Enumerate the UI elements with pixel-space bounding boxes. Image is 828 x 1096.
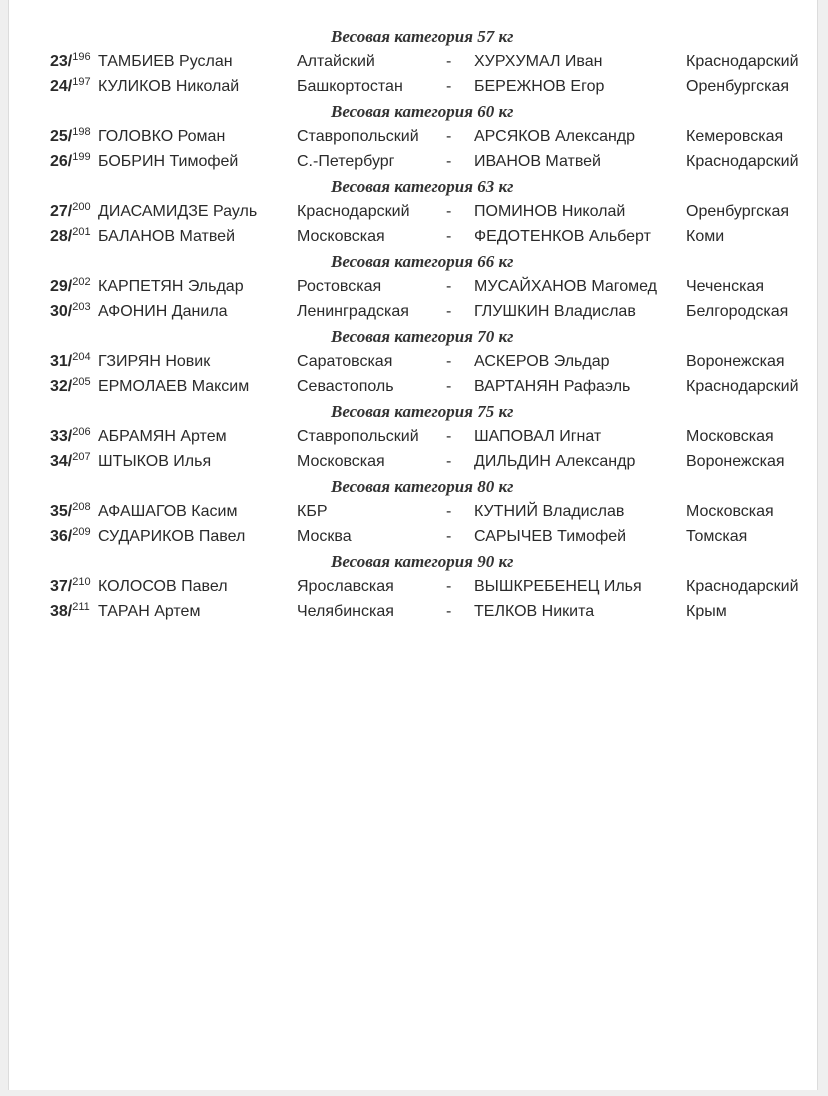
bout-number-superscript: 200	[72, 201, 91, 213]
bout-number	[50, 452, 91, 472]
bout-number-superscript: 208	[72, 501, 91, 513]
athlete-1-region: Ставропольский	[297, 428, 419, 445]
athlete-1-name: ТАРАН Артем	[98, 603, 201, 620]
athlete-2-region: Оренбургская	[686, 203, 790, 220]
pairing-row	[0, 224, 828, 249]
bout-number-superscript: 199	[72, 151, 91, 163]
athlete-1-name: КУЛИКОВ Николай	[98, 78, 240, 95]
athlete-2-name: МУСАЙХАНОВ Магомед	[474, 278, 657, 295]
athlete-1-region: Московская	[297, 228, 385, 245]
bout-number-main: 31/	[50, 353, 73, 370]
weight-category-section	[0, 324, 828, 399]
bout-number-superscript: 211	[72, 601, 90, 613]
athlete-1-name: ДИАСАМИДЗЕ Рауль	[98, 203, 258, 220]
bout-number-superscript: 210	[72, 576, 91, 588]
bout-number	[50, 277, 91, 297]
weight-category-heading: Весовая категория 90 кг	[331, 552, 514, 571]
athlete-1-region: Башкортостан	[297, 78, 403, 95]
bout-number-main: 29/	[50, 278, 73, 295]
athlete-1-name: КОЛОСОВ Павел	[98, 578, 228, 595]
pairing-row	[0, 524, 828, 549]
athlete-2-region: Краснодарский	[686, 378, 799, 395]
bout-number-main: 37/	[50, 578, 73, 595]
versus-separator: -	[446, 578, 452, 595]
athlete-1-name: БАЛАНОВ Матвей	[98, 228, 235, 245]
bout-number-main: 28/	[50, 228, 73, 245]
athlete-2-name: БЕРЕЖНОВ Егор	[474, 78, 605, 95]
weight-category-section	[0, 249, 828, 324]
athlete-1-region: Москва	[297, 528, 352, 545]
athlete-2-name: ВЫШКРЕБЕНЕЦ Илья	[474, 578, 642, 595]
weight-category-heading: Весовая категория 75 кг	[331, 402, 514, 421]
bout-number-main: 33/	[50, 428, 73, 445]
bout-number-superscript: 202	[72, 276, 91, 288]
athlete-2-region: Краснодарский	[686, 578, 799, 595]
bout-number-main: 26/	[50, 153, 73, 170]
bout-number	[50, 352, 91, 372]
pairing-row	[0, 274, 828, 299]
bout-number-main: 34/	[50, 453, 73, 470]
athlete-2-region: Воронежская	[686, 353, 785, 370]
athlete-2-name: АРСЯКОВ Александр	[474, 128, 636, 145]
versus-separator: -	[446, 353, 452, 370]
weight-category-heading: Весовая категория 70 кг	[331, 327, 514, 346]
versus-separator: -	[446, 528, 452, 545]
bout-number	[50, 52, 91, 72]
versus-separator: -	[446, 78, 452, 95]
weight-category-section	[0, 174, 828, 249]
bout-number-main: 35/	[50, 503, 73, 520]
athlete-2-region: Краснодарский	[686, 153, 799, 170]
versus-separator: -	[446, 228, 452, 245]
versus-separator: -	[446, 278, 452, 295]
athlete-2-region: Крым	[686, 603, 727, 620]
bout-number-main: 27/	[50, 203, 73, 220]
athlete-1-name: АФОНИН Данила	[98, 303, 228, 320]
athlete-1-name: АФАШАГОВ Касим	[98, 503, 238, 520]
athlete-1-name: КАРПЕТЯН Эльдар	[98, 278, 244, 295]
athlete-1-region: Ставропольский	[297, 128, 419, 145]
pairing-row	[0, 499, 828, 524]
athlete-2-region: Оренбургская	[686, 78, 790, 95]
athlete-1-name: ШТЫКОВ Илья	[98, 453, 212, 470]
pairing-row	[0, 599, 828, 624]
versus-separator: -	[446, 503, 452, 520]
bout-number-superscript: 207	[72, 451, 91, 463]
versus-separator: -	[446, 53, 452, 70]
athlete-1-region: Ленинградская	[297, 303, 409, 320]
bout-number-main: 23/	[50, 53, 73, 70]
athlete-1-region: Саратовская	[297, 353, 393, 370]
bout-number-superscript: 198	[72, 126, 91, 138]
athlete-1-name: АБРАМЯН Артем	[98, 428, 227, 445]
athlete-2-name: ХУРХУМАЛ Иван	[474, 53, 603, 70]
athlete-1-name: ТАМБИЕВ Руслан	[98, 53, 233, 70]
bout-number	[50, 527, 91, 547]
athlete-1-name: БОБРИН Тимофей	[98, 153, 239, 170]
weight-category-section	[0, 549, 828, 624]
athlete-2-name: ПОМИНОВ Николай	[474, 203, 626, 220]
athlete-1-region: Ростовская	[297, 278, 382, 295]
versus-separator: -	[446, 153, 452, 170]
athlete-1-name: ГЗИРЯН Новик	[98, 353, 211, 370]
bout-number-superscript: 203	[72, 301, 91, 313]
pairing-row	[0, 424, 828, 449]
versus-separator: -	[446, 453, 452, 470]
athlete-2-name: САРЫЧЕВ Тимофей	[474, 528, 627, 545]
athlete-2-name: ШАПОВАЛ Игнат	[474, 428, 602, 445]
athlete-1-region: КБР	[297, 503, 328, 520]
bout-number-main: 30/	[50, 303, 73, 320]
athlete-1-region: Алтайский	[297, 53, 375, 70]
versus-separator: -	[446, 128, 452, 145]
pairing-row	[0, 74, 828, 99]
athlete-1-region: Московская	[297, 453, 385, 470]
versus-separator: -	[446, 603, 452, 620]
athlete-2-name: ГЛУШКИН Владислав	[474, 303, 636, 320]
athlete-2-region: Воронежская	[686, 453, 785, 470]
bout-number-superscript: 201	[72, 226, 91, 238]
pairing-row	[0, 349, 828, 374]
versus-separator: -	[446, 203, 452, 220]
bout-number-main: 24/	[50, 78, 73, 95]
athlete-2-region: Коми	[686, 228, 725, 245]
athlete-2-name: ВАРТАНЯН Рафаэль	[474, 378, 631, 395]
bout-number-superscript: 204	[72, 351, 91, 363]
pairing-row	[0, 449, 828, 474]
weight-category-section	[0, 99, 828, 174]
athlete-2-name: ИВАНОВ Матвей	[474, 153, 601, 170]
athlete-2-region: Кемеровская	[686, 128, 784, 145]
pairings-document	[0, 24, 828, 624]
weight-category-section	[0, 474, 828, 549]
pairing-row	[0, 574, 828, 599]
athlete-1-name: ГОЛОВКО Роман	[98, 128, 226, 145]
athlete-1-name: СУДАРИКОВ Павел	[98, 528, 246, 545]
bout-number-main: 32/	[50, 378, 73, 395]
weight-category-heading: Весовая категория 80 кг	[331, 477, 514, 496]
bout-number-superscript: 209	[72, 526, 91, 538]
bout-number	[50, 202, 91, 222]
bout-number	[50, 302, 91, 322]
athlete-2-name: ФЕДОТЕНКОВ Альберт	[474, 228, 651, 245]
athlete-1-region: Челябинская	[297, 603, 394, 620]
athlete-1-region: С.-Петербург	[297, 153, 395, 170]
bout-number-superscript: 196	[72, 51, 91, 63]
athlete-1-name: ЕРМОЛАЕВ Максим	[98, 378, 250, 395]
weight-category-heading: Весовая категория 57 кг	[331, 27, 514, 46]
bout-number	[50, 77, 91, 97]
bout-number	[50, 502, 91, 522]
versus-separator: -	[446, 378, 452, 395]
pairing-row	[0, 374, 828, 399]
pairing-row	[0, 124, 828, 149]
bout-number-main: 25/	[50, 128, 73, 145]
bout-number-superscript: 206	[72, 426, 91, 438]
bout-number	[50, 377, 91, 397]
athlete-1-region: Ярославская	[297, 578, 394, 595]
pairing-row	[0, 199, 828, 224]
athlete-2-region: Томская	[686, 528, 748, 545]
bout-number-superscript: 197	[72, 76, 91, 88]
bout-number-superscript: 205	[72, 376, 91, 388]
athlete-2-region: Московская	[686, 428, 774, 445]
versus-separator: -	[446, 428, 452, 445]
weight-category-heading: Весовая категория 66 кг	[331, 252, 514, 271]
page-frame-bottom	[0, 1090, 828, 1096]
pairing-row	[0, 149, 828, 174]
bout-number-main: 36/	[50, 528, 73, 545]
weight-category-section	[0, 24, 828, 99]
weight-category-heading: Весовая категория 60 кг	[331, 102, 514, 121]
athlete-2-region: Чеченская	[686, 278, 765, 295]
bout-number-main: 38/	[50, 603, 73, 620]
pairing-row	[0, 299, 828, 324]
bout-number	[50, 127, 91, 147]
athlete-1-region: Севастополь	[297, 378, 394, 395]
athlete-2-name: ДИЛЬДИН Александр	[474, 453, 636, 470]
bout-number	[50, 152, 91, 172]
athlete-2-name: ТЕЛКОВ Никита	[474, 603, 595, 620]
athlete-1-region: Краснодарский	[297, 203, 410, 220]
bout-number	[50, 227, 91, 247]
bout-number	[50, 602, 90, 622]
bout-number	[50, 577, 91, 597]
athlete-2-name: АСКЕРОВ Эльдар	[474, 353, 610, 370]
weight-category-heading: Весовая категория 63 кг	[331, 177, 514, 196]
athlete-2-region: Белгородская	[686, 303, 789, 320]
athlete-2-region: Краснодарский	[686, 53, 799, 70]
bout-number	[50, 427, 91, 447]
versus-separator: -	[446, 303, 452, 320]
athlete-2-name: КУТНИЙ Владислав	[474, 503, 625, 520]
athlete-2-region: Московская	[686, 503, 774, 520]
weight-category-section	[0, 399, 828, 474]
pairing-row	[0, 49, 828, 74]
